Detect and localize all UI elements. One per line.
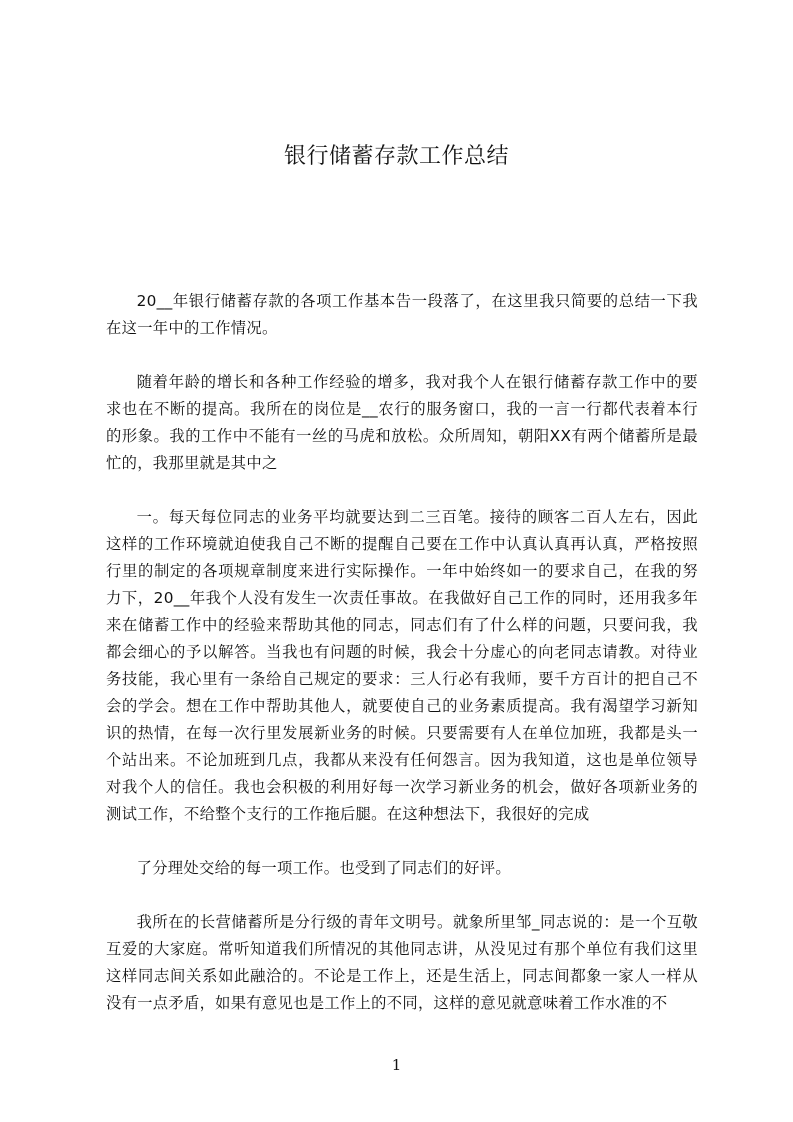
paragraph-position: 随着年龄的增长和各种工作经验的增多，我对我个人在银行储蓄存款工作中的要求也在不断的提高。我所在的岗位是__农行的服务窗口，我的一言一行都代表着本行的形象。我的工作中不能有一丝的马虎和放松。众所周知，朝阳XX有两个储蓄所是最忙的，我那里就是其中之 bbox=[106, 373, 698, 472]
paragraph-team: 我所在的长营储蓄所是分行级的青年文明号。就象所里邹_同志说的：是一个互敬互爱的大家庭。常听知道我们所情况的其他同志讲，从没见过有那个单位有我们这里这样同志间关系如此融洽的。不论是工作上，还是生活上，同志间都象一家人一样从没有一点矛盾，如果有意见也是工作上的不同，这样的意见就意味着工作水准的不 bbox=[106, 913, 698, 1012]
document-body bbox=[106, 288, 698, 1017]
paragraph-daily-work: 一。每天每位同志的业务平均就要达到二三百笔。接待的顾客二百人左右，因此这样的工作环境就迫使我自己不断的提醒自己要在工作中认真认真再认真，严格按照行里的制定的各项规章制度来进行实际操作。一年中始终如一的要求自己，在我的努力下，20__年我个人没有发生一次责任事故。在我做好自己工作的同时，还用我多年来在储蓄工作中的经验来帮助其他的同志，同志们有了什么样的问题，只要问我，我都会细心的予以解答。当我也有问题的时候，我会十分虚心的向老同志请教。对待业务技能，我心里有一条给自己规定的要求：三人行必有我师，要千方百计的把自己不会的学会。想在工作中帮助其他人，就要使自己的业务素质提高。我有渴望学习新知识的热情，在每一次行里发展新业务的时候。只要需要有人在单位加班，我都是头一个站出来。不论加班到几点，我都从来没有任何怨言。因为我知道，这也是单位领导对我个人的信任。我也会积极的利用好每一次学习新业务的机会，做好各项新业务的测试工作，不给整个支行的工作拖后腿。在这种想法下，我很好的完成 bbox=[106, 508, 698, 823]
paragraph-continuation: 了分理处交给的每一项工作。也受到了同志们的好评。 bbox=[136, 859, 511, 877]
paragraph-intro: 20__年银行储蓄存款的各项工作基本告一段落了，在这里我只简要的总结一下我在这一年中的工作情况。 bbox=[106, 292, 698, 337]
document-title: 银行储蓄存款工作总结 bbox=[283, 144, 509, 169]
page-number: 1 bbox=[391, 1056, 402, 1074]
